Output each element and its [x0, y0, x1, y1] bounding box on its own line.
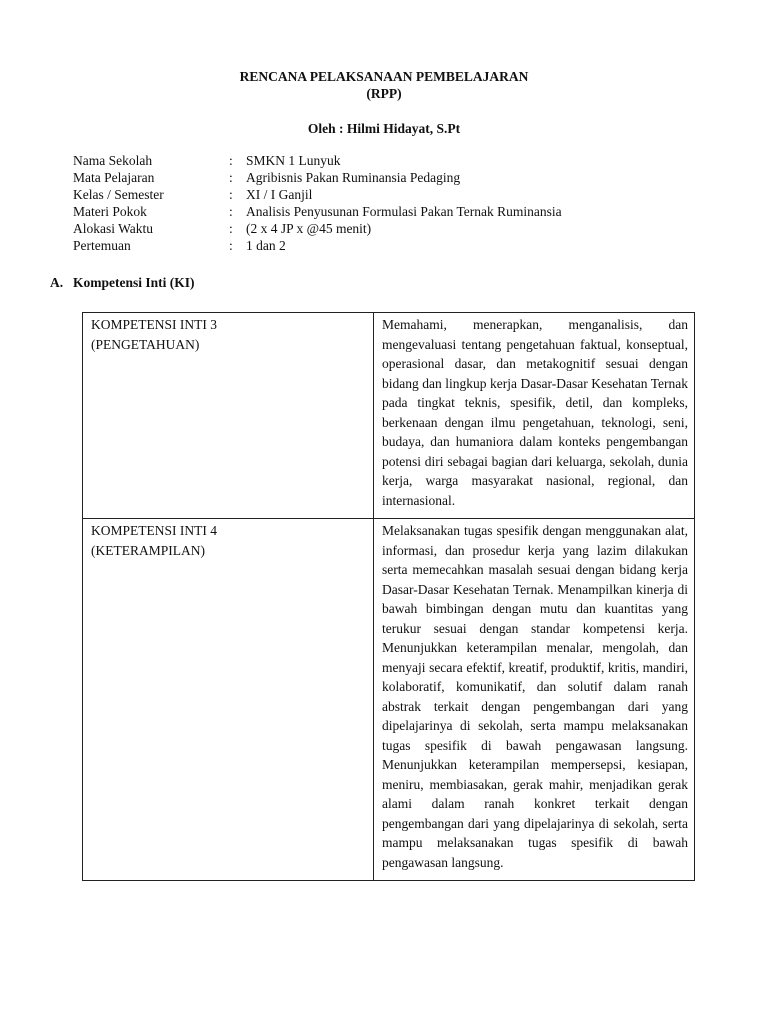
- identity-row: [73, 152, 562, 169]
- identity-label: Nama Sekolah: [73, 153, 153, 168]
- identity-row: [73, 203, 562, 220]
- section-title: Kompetensi Inti (KI): [73, 275, 195, 290]
- identity-row: [73, 169, 562, 186]
- ki-aspect: (PENGETAHUAN): [91, 336, 200, 352]
- identity-row: [73, 237, 562, 254]
- table-row: [83, 313, 695, 519]
- ki-name-cell: [83, 313, 374, 519]
- identity-value: 1 dan 2: [246, 238, 286, 253]
- identity-label: Mata Pelajaran: [73, 170, 155, 185]
- section-heading-ki: [50, 275, 195, 291]
- identity-separator: :: [229, 238, 233, 253]
- identity-separator: :: [229, 187, 233, 202]
- ki-name-cell: [83, 519, 374, 881]
- identity-value: Agribisnis Pakan Ruminansia Pedaging: [246, 170, 461, 185]
- document-title: RENCANA PELAKSANAAN PEMBELAJARAN: [239, 69, 529, 84]
- identity-value: SMKN 1 Lunyuk: [246, 153, 341, 168]
- document-subtitle: (RPP): [366, 86, 402, 101]
- identity-table: [73, 152, 562, 254]
- identity-value: Analisis Penyusunan Formulasi Pakan Ternak Ruminansia: [246, 204, 562, 219]
- identity-label: Kelas / Semester: [73, 187, 164, 202]
- ki-name: KOMPETENSI INTI 3: [91, 317, 217, 332]
- identity-value: XI / I Ganjil: [246, 187, 313, 202]
- kompetensi-inti-table: [82, 312, 695, 881]
- identity-row: [73, 186, 562, 203]
- section-number: A.: [50, 275, 64, 290]
- identity-value: (2 x 4 JP x @45 menit): [246, 221, 372, 236]
- ki-description: Memahami, menerapkan, menganalisis, dan mengevaluasi tentang pengetahuan faktual, konseptual, operasional dasar, dan metakognitif sesuai dengan bidang dan lingkup kerja Dasar-Dasar Kesehatan Ternak pada tingkat teknis, spesifik, detil, dan kompleks, berkenaan dengan ilmu pengetahuan, teknologi, seni, budaya, dan humaniora dalam konteks pengembangan potensi diri sebagai bagian dari keluarga, sekolah, dunia kerja, warga masyarakat nasional, regional, dan internasional.: [374, 313, 695, 519]
- ki-name: KOMPETENSI INTI 4: [91, 523, 217, 538]
- table-row: [83, 519, 695, 881]
- identity-label: Pertemuan: [73, 238, 131, 253]
- ki-description: Melaksanakan tugas spesifik dengan menggunakan alat, informasi, dan prosedur kerja yang lazim dilakukan serta memecahkan masalah sesuai dengan bidang kerja Dasar-Dasar Kesehatan Ternak. Menampilkan kinerja di bawah bimbingan dengan mutu dan kuantitas yang terukur sesuai dengan standar kompetensi kerja. Menunjukkan keterampilan menalar, mengolah, dan menyaji secara efektif, kreatif, produktif, kritis, mandiri, kolaboratif, komunikatif, dan solutif dalam ranah abstrak terkait dengan pengembangan dari yang dipelajarinya di sekolah, serta mampu melaksanakan tugas spesifik di bawah pengawasan langsung. Menunjukkan keterampilan mempersepsi, kesiapan, meniru, membiasakan, gerak mahir, menjadikan gerak alami dalam ranah konkret terkait dengan pengembangan dari yang dipelajarinya di sekolah, serta mampu melaksanakan tugas spesifik di bawah pengawasan langsung.: [374, 519, 695, 881]
- identity-label: Materi Pokok: [73, 204, 147, 219]
- identity-separator: :: [229, 170, 233, 185]
- identity-separator: :: [229, 204, 233, 219]
- ki-aspect: (KETERAMPILAN): [91, 542, 205, 558]
- identity-separator: :: [229, 153, 233, 168]
- identity-label: Alokasi Waktu: [73, 221, 154, 236]
- author-line: Oleh : Hilmi Hidayat, S.Pt: [307, 121, 461, 136]
- identity-separator: :: [229, 221, 233, 236]
- identity-row: [73, 220, 562, 237]
